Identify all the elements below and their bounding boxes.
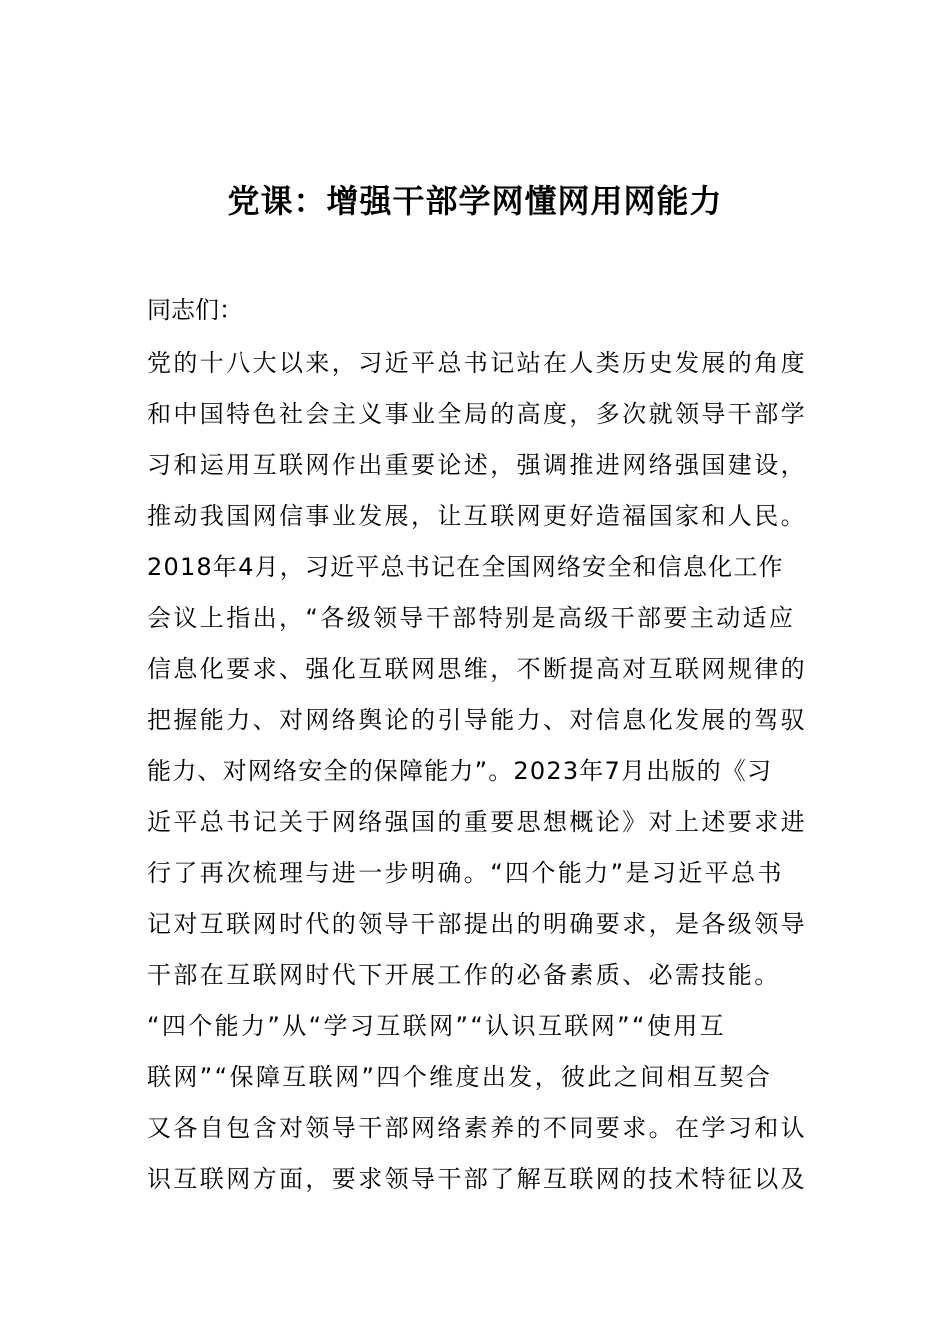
body-paragraph <box>147 338 827 1205</box>
body-line: 会议上指出，“各级领导干部特别是高级干部要主动适应 <box>147 604 796 632</box>
body-line: 记对互联网时代的领导干部提出的明确要求，是各级领导 <box>147 910 807 938</box>
body-line: 识互联网方面，要求领导干部了解互联网的技术特征以及 <box>147 1165 807 1193</box>
body-line: 2018年4月，习近平总书记在全国网络安全和信息化工作 <box>147 553 784 581</box>
body-line: 习和运用互联网作出重要论述，强调推进网络强国建设， <box>147 451 807 479</box>
body-line: 近平总书记关于网络强国的重要思想概论》对上述要求进 <box>147 808 807 836</box>
body-line: 把握能力、对网络舆论的引导能力、对信息化发展的驾驭 <box>147 706 807 734</box>
body-line: 能力、对网络安全的保障能力”。2023年7月出版的《习 <box>147 757 773 785</box>
body-line: 信息化要求、强化互联网思维，不断提高对互联网规律的 <box>147 655 807 683</box>
body-line: 行了再次梳理与进一步明确。“四个能力”是习近平总书 <box>147 859 784 887</box>
body-line: 干部在互联网时代下开展工作的必备素质、必需技能。 <box>147 961 781 989</box>
body-line: 和中国特色社会主义事业全局的高度，多次就领导干部学 <box>147 400 807 428</box>
body-line: 又各自包含对领导干部网络素养的不同要求。在学习和认 <box>147 1114 807 1142</box>
body-line: 联网”“保障互联网”四个维度出发，彼此之间相互契合 <box>147 1063 773 1091</box>
body-line: 党的十八大以来，习近平总书记站在人类历史发展的角度 <box>147 349 807 377</box>
salutation: 同志们： <box>147 296 243 324</box>
body-line: 推动我国网信事业发展，让互联网更好造福国家和人民。 <box>147 502 807 530</box>
document-title: 党课：增强干部学网懂网用网能力 <box>227 182 723 221</box>
body-line: “四个能力”从“学习互联网”“认识互联网”“使用互 <box>147 1012 727 1040</box>
